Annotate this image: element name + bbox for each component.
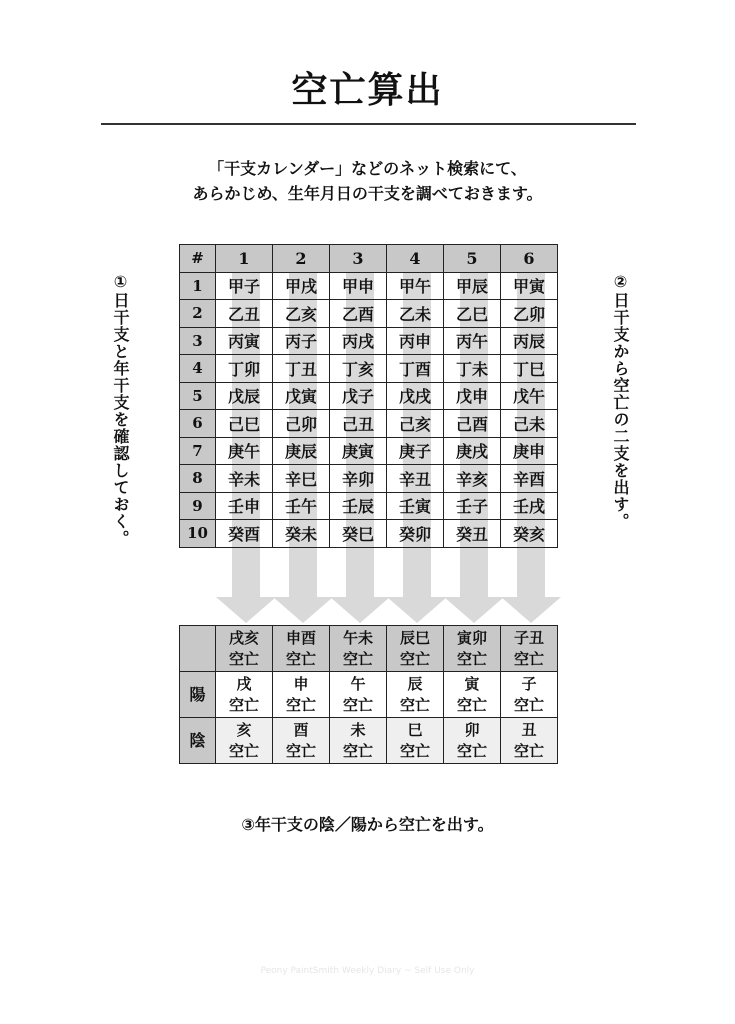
kanshi-cell: 壬子 [444,492,501,520]
kanshi-cell: 甲戌 [273,272,330,300]
row-number: 6 [180,410,216,438]
kanshi-cell: 丙寅 [216,327,273,355]
yin-cell [273,718,330,764]
yin-cell [330,718,387,764]
kanshi-cell: 丁巳 [501,355,558,383]
kubo-branch: 寅 [464,674,480,693]
kanshi-cell: 辛未 [216,465,273,493]
kubo-suffix: 空亡 [456,649,487,668]
kanshi-cell: 甲申 [330,272,387,300]
kubo-table [179,625,558,764]
kubo-suffix: 空亡 [228,649,259,668]
yin-row [180,718,558,764]
kanshi-cell: 己亥 [387,410,444,438]
kanshi-cell: 丁丑 [273,355,330,383]
yang-cell [387,672,444,718]
kubo-pair: 辰巳 [399,628,430,647]
kubo-branch: 子 [521,674,537,693]
yang-label: 陽 [180,672,216,718]
row-number: 9 [180,492,216,520]
column-header: 1 [216,245,273,273]
yang-cell [273,672,330,718]
yang-cell [444,672,501,718]
kanshi-cell: 乙亥 [273,300,330,328]
kanshi-cell: 辛丑 [387,465,444,493]
kubo-suffix: 空亡 [285,695,316,714]
kanshi-cell: 甲寅 [501,272,558,300]
kubo-pair: 戌亥 [228,628,259,647]
row-number: 8 [180,465,216,493]
kubo-header-row [180,626,558,672]
kubo-branch: 丑 [521,720,537,739]
yin-label: 陰 [180,718,216,764]
kanshi-cell: 癸卯 [387,520,444,548]
kanshi-cell: 己巳 [216,410,273,438]
kubo-suffix: 空亡 [285,741,316,760]
kanshi-cell: 乙卯 [501,300,558,328]
kubo-suffix: 空亡 [456,741,487,760]
kubo-corner-cell [180,626,216,672]
kubo-pair-cell [330,626,387,672]
yang-cell [216,672,273,718]
kubo-suffix: 空亡 [399,695,430,714]
intro-line-2: あらかじめ、生年月日の干支を調べておきます。 [192,184,543,203]
kubo-suffix: 空亡 [228,695,259,714]
kanshi-cell: 丁亥 [330,355,387,383]
kubo-suffix: 空亡 [228,741,259,760]
kubo-suffix: 空亡 [342,649,373,668]
row-number: 5 [180,382,216,410]
kubo-branch: 巳 [407,720,423,739]
row-number: 7 [180,437,216,465]
kanshi-cell: 乙未 [387,300,444,328]
kanshi-cell: 庚寅 [330,437,387,465]
kubo-suffix: 空亡 [285,649,316,668]
kubo-branch: 戌 [236,674,252,693]
kubo-branch: 申 [293,674,309,693]
table-row [180,300,558,328]
column-header: 3 [330,245,387,273]
step-2-note: ②日干支から空亡の二支を出す。 [611,272,630,530]
kubo-suffix: 空亡 [342,741,373,760]
kanshi-cell: 己卯 [273,410,330,438]
kanshi-cell: 戊午 [501,382,558,410]
kanshi-cell: 庚申 [501,437,558,465]
row-number: 1 [180,272,216,300]
row-number: 10 [180,520,216,548]
kubo-pair: 子丑 [513,628,544,647]
kanshi-cell: 辛亥 [444,465,501,493]
kanshi-cell: 戊寅 [273,382,330,410]
kubo-pair: 申酉 [285,628,316,647]
kanshi-cell: 辛酉 [501,465,558,493]
kanshi-cell: 己酉 [444,410,501,438]
page-title: 空亡算出 [291,70,444,111]
kanshi-cell: 甲辰 [444,272,501,300]
kanshi-cell: 戊申 [444,382,501,410]
kanshi-cell: 壬午 [273,492,330,520]
table-row [180,410,558,438]
yin-cell [216,718,273,764]
kanshi-cell: 戊辰 [216,382,273,410]
kanshi-cell: 戊子 [330,382,387,410]
yin-cell [501,718,558,764]
kubo-suffix: 空亡 [456,695,487,714]
yang-row [180,672,558,718]
kanshi-cell: 壬戌 [501,492,558,520]
kubo-pair: 寅卯 [456,628,487,647]
kanshi-cell: 庚子 [387,437,444,465]
watermark-text: Peony PaintSmith Weekly Diary ~ Self Use Only [260,966,475,976]
kanshi-cell: 乙丑 [216,300,273,328]
yang-cell [330,672,387,718]
kanshi-cell: 壬辰 [330,492,387,520]
row-number: 4 [180,355,216,383]
table-row [180,327,558,355]
kubo-suffix: 空亡 [513,741,544,760]
kubo-branch: 卯 [464,720,480,739]
kubo-suffix: 空亡 [399,741,430,760]
kubo-pair-cell [387,626,444,672]
corner-cell: # [180,245,216,273]
table-row [180,382,558,410]
kanshi-cell: 乙酉 [330,300,387,328]
kanshi-cell: 丙申 [387,327,444,355]
kanshi-cell: 癸酉 [216,520,273,548]
table-row [180,520,558,548]
kubo-suffix: 空亡 [342,695,373,714]
table-row [180,492,558,520]
kanshi-cell: 庚辰 [273,437,330,465]
kanshi-cell: 丁卯 [216,355,273,383]
row-number: 3 [180,327,216,355]
kanshi-cell: 丁酉 [387,355,444,383]
kubo-pair-cell [216,626,273,672]
table-row [180,437,558,465]
kubo-pair-cell [444,626,501,672]
kubo-branch: 午 [350,674,366,693]
column-header: 5 [444,245,501,273]
kanshi-cell: 己未 [501,410,558,438]
kanshi-cell: 壬申 [216,492,273,520]
kanshi-table [179,244,558,548]
kanshi-cell: 甲子 [216,272,273,300]
kanshi-cell: 己丑 [330,410,387,438]
step-3-note: ③年干支の陰／陽から空亡を出す。 [241,815,494,834]
kubo-pair: 午未 [342,628,373,647]
kanshi-cell: 癸亥 [501,520,558,548]
table-row [180,465,558,493]
kanshi-cell: 辛巳 [273,465,330,493]
kanshi-cell: 丙辰 [501,327,558,355]
column-header: 2 [273,245,330,273]
kubo-pair-cell [501,626,558,672]
kanshi-cell: 壬寅 [387,492,444,520]
yang-cell [501,672,558,718]
step-1-note: ①日干支と年干支を確認しておく。 [111,272,130,547]
kanshi-cell: 癸未 [273,520,330,548]
kanshi-cell: 戊戌 [387,382,444,410]
kanshi-cell: 庚午 [216,437,273,465]
kanshi-cell: 癸巳 [330,520,387,548]
kanshi-cell: 癸丑 [444,520,501,548]
table-row [180,355,558,383]
kubo-branch: 辰 [407,674,423,693]
kubo-branch: 酉 [293,720,309,739]
kanshi-cell: 乙巳 [444,300,501,328]
kubo-suffix: 空亡 [513,695,544,714]
kubo-suffix: 空亡 [513,649,544,668]
kubo-suffix: 空亡 [399,649,430,668]
kubo-branch: 未 [350,720,366,739]
yin-cell [444,718,501,764]
kanshi-header-row [180,245,558,273]
yin-cell [387,718,444,764]
kanshi-cell: 辛卯 [330,465,387,493]
kanshi-cell: 丙子 [273,327,330,355]
kubo-pair-cell [273,626,330,672]
row-number: 2 [180,300,216,328]
kubo-branch: 亥 [236,720,252,739]
kanshi-cell: 庚戌 [444,437,501,465]
kanshi-cell: 丙午 [444,327,501,355]
column-header: 6 [501,245,558,273]
column-header: 4 [387,245,444,273]
intro-line-1: 「干支カレンダー」などのネット検索にて、 [208,159,527,178]
kanshi-cell: 甲午 [387,272,444,300]
kanshi-cell: 丁未 [444,355,501,383]
table-row [180,272,558,300]
kanshi-cell: 丙戌 [330,327,387,355]
